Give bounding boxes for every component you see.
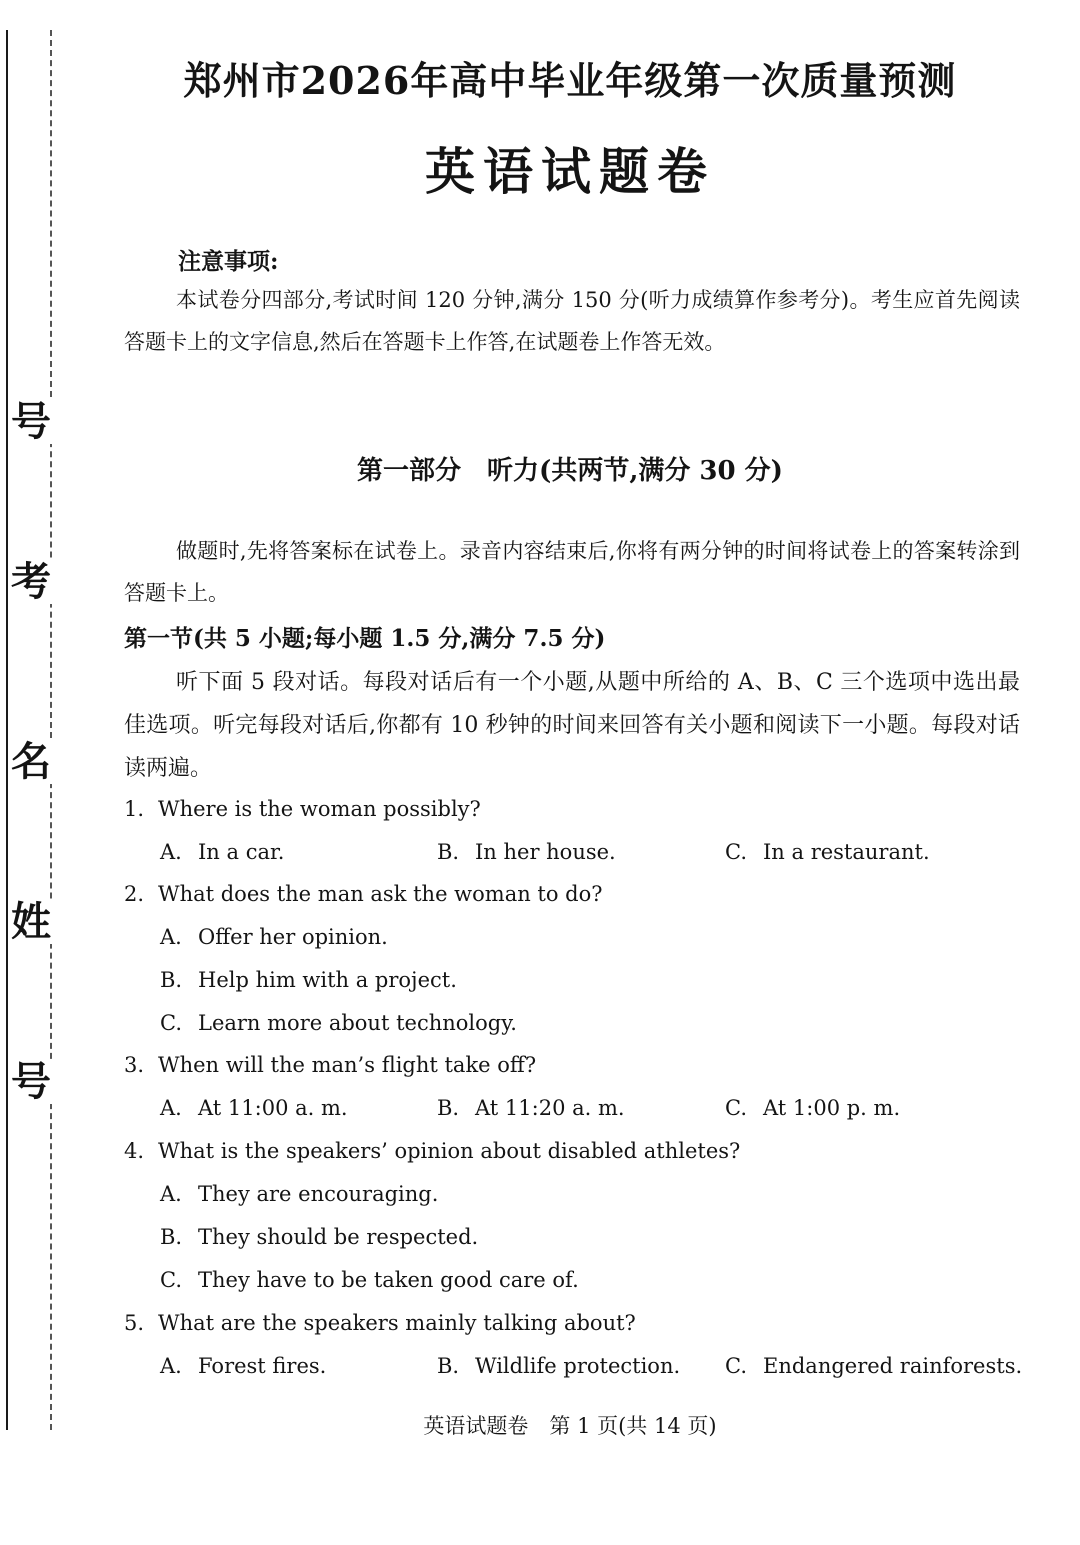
option-1a	[160, 840, 284, 864]
option-4a	[160, 1182, 438, 1206]
option-letter: C.	[725, 840, 747, 864]
notice-body: 本试卷分四部分,考试时间 120 分钟,满分 150 分(听力成绩算作参考分)。考生应首先阅读答题卡上的文字信息,然后在答题卡上作答,在试题卷上作答无效。	[124, 288, 1020, 354]
question-text: What is the speakers’ opinion about disabled athletes?	[158, 1139, 741, 1163]
option-text: Wildlife protection.	[475, 1354, 681, 1378]
option-3c	[725, 1096, 900, 1120]
option-text: Forest fires.	[198, 1354, 327, 1378]
option-letter: A.	[160, 1096, 182, 1120]
option-3a	[160, 1096, 348, 1120]
option-letter: C.	[160, 1011, 182, 1035]
option-4c	[160, 1268, 579, 1292]
option-5a	[160, 1354, 326, 1378]
question-number: 5.	[124, 1311, 145, 1335]
option-letter: C.	[160, 1268, 182, 1292]
option-letter: A.	[160, 1354, 182, 1378]
question-text: What are the speakers mainly talking about?	[158, 1311, 636, 1335]
option-text: At 11:00 a. m.	[198, 1096, 348, 1120]
option-1b	[437, 840, 616, 864]
option-letter: A.	[160, 925, 182, 949]
option-4b	[160, 1225, 478, 1249]
question-number: 3.	[124, 1053, 145, 1077]
page-footer: 英语试题卷 第 1 页(共 14 页)	[423, 1414, 717, 1438]
exam-subtitle: 英语试题卷	[425, 142, 715, 201]
part1-instruction: 做题时,先将答案标在试卷上。录音内容结束后,你将有两分钟的时间将试卷上的答案转涂到答题卡上。	[124, 539, 1020, 605]
option-text: In her house.	[475, 840, 616, 864]
option-text: They are encouraging.	[198, 1182, 439, 1206]
question-number: 1.	[124, 797, 145, 821]
option-text: At 11:20 a. m.	[475, 1096, 625, 1120]
option-letter: B.	[160, 1225, 183, 1249]
exam-title: 郑州市2026年高中毕业年级第一次质量预测	[183, 58, 957, 103]
question-number: 4.	[124, 1139, 145, 1163]
option-letter: C.	[725, 1354, 747, 1378]
option-text: In a restaurant.	[763, 840, 930, 864]
option-letter: C.	[725, 1096, 747, 1120]
question-number: 2.	[124, 882, 145, 906]
option-2b	[160, 968, 457, 992]
option-letter: A.	[160, 1182, 182, 1206]
margin-char-ming: 名	[8, 740, 54, 784]
question-1	[124, 797, 481, 821]
option-2a	[160, 925, 388, 949]
question-text: What does the man ask the woman to do?	[158, 882, 603, 906]
margin-char-kao: 考	[8, 560, 54, 604]
option-2c	[160, 1011, 517, 1035]
option-letter: B.	[437, 1354, 460, 1378]
option-text: Learn more about technology.	[198, 1011, 517, 1035]
section1-instruction: 听下面 5 段对话。每段对话后有一个小题,从题中所给的 A、B、C 三个选项中选出最佳选项。听完每段对话后,你都有 10 秒钟的时间来回答有关小题和阅读下一小题。每段对话读两遍。	[124, 670, 1020, 781]
option-letter: B.	[437, 1096, 460, 1120]
option-text: Endangered rainforests.	[763, 1354, 1023, 1378]
option-text: In a car.	[198, 840, 285, 864]
option-text: They should be respected.	[198, 1225, 479, 1249]
question-text: Where is the woman possibly?	[158, 797, 481, 821]
option-letter: B.	[160, 968, 183, 992]
option-5b	[437, 1354, 680, 1378]
margin-char-xing: 姓	[8, 900, 54, 944]
question-5	[124, 1311, 636, 1335]
part1-heading: 第一部分 听力(共两节,满分 30 分)	[357, 456, 783, 486]
notice-heading: 注意事项:	[178, 248, 279, 275]
option-5c	[725, 1354, 1022, 1378]
margin-char-hao-top: 号	[8, 400, 54, 444]
option-letter: B.	[437, 840, 460, 864]
option-text: At 1:00 p. m.	[763, 1096, 901, 1120]
option-text: Offer her opinion.	[198, 925, 388, 949]
question-4	[124, 1139, 740, 1163]
option-text: Help him with a project.	[198, 968, 457, 992]
question-3	[124, 1053, 536, 1077]
option-1c	[725, 840, 930, 864]
option-text: They have to be taken good care of.	[198, 1268, 579, 1292]
question-2	[124, 882, 603, 906]
margin-char-hao-bottom: 号	[8, 1060, 54, 1104]
option-3b	[437, 1096, 625, 1120]
option-letter: A.	[160, 840, 182, 864]
question-text: When will the man’s flight take off?	[158, 1053, 537, 1077]
section1-heading: 第一节(共 5 小题;每小题 1.5 分,满分 7.5 分)	[124, 625, 606, 652]
